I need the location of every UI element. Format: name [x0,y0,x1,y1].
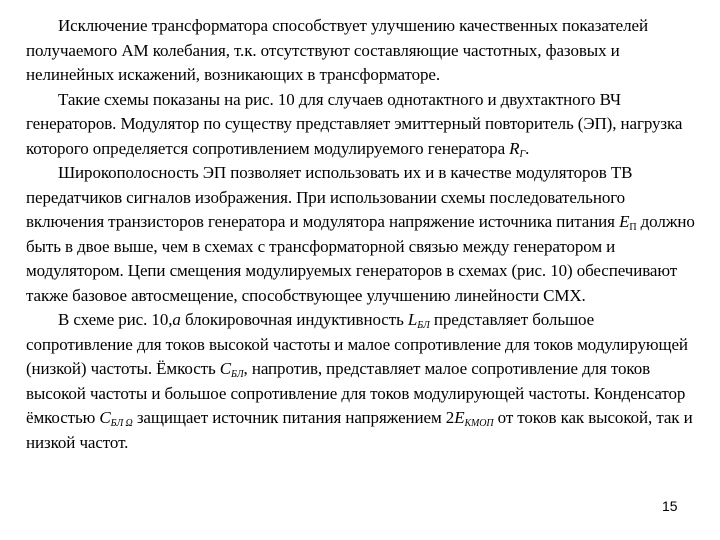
paragraph-4-text-5: защищает источник питания напряжением 2 [132,408,455,427]
symbol-c2: C [99,408,111,427]
symbol-e: E [619,212,630,231]
paragraph-1 [26,14,698,88]
symbol-e2: E [454,408,465,427]
subscript-kmop: КМОП [464,418,494,429]
page-number: 15 [662,498,678,514]
paragraph-1-text: Исключение трансформатора способствует улучшению качественных показателей получаемого АМ колебания, т.к. отсутствуют составляющие частотных, фазовых и нелинейных искажений, возникающих в трансформаторе. [26,16,648,84]
paragraph-2-text-a: Такие схемы показаны на рис. 10 для случаев однотактного и двухтактного ВЧ генераторов. Модулятор по существу представляет эмиттерный повторитель (ЭП), нагрузка которого определяется сопротивлением модулируемого генератора [26,89,683,158]
paragraph-2 [26,88,698,162]
paragraph-4-text-4: , напротив, представляет малое сопротивление для токов высокой частоты и большое сопротивление для токов модулирующей частоты. Конденсатор ёмкостью [26,359,686,427]
subscript-bl-omega: БЛ Ω [110,418,133,429]
paragraph-3-text-a: Широкополосность ЭП позволяет использовать их и в качестве модуляторов ТВ передатчиков сигналов изображения. При использовании схемы последовательного включения транзисторов генератора и модулятора напряжение источника питания [26,163,633,231]
symbol-e-p [619,212,629,231]
subscript-bl-2: БЛ [231,369,244,380]
paragraph-4-text-2: блокировочная индуктивность [180,310,408,329]
symbol-r: R [509,138,520,158]
figure-part-a: а [172,310,181,329]
symbol-e-kmop [454,408,493,427]
subscript-bl: БЛ [417,320,430,331]
body-text [26,14,698,455]
paragraph-4 [26,308,698,455]
symbol-l-bl [408,310,430,329]
symbol-c-bl [220,359,244,378]
symbol-r-g [509,139,525,158]
paragraph-3 [26,161,698,308]
paragraph-2-text-b: . [525,138,530,158]
paragraph-3-text-b: должно быть в двое выше, чем в схемах с трансформаторной связью между генератором и модулятором. Цепи смещения модулируемых генераторов в схемах (рис. 10) обеспечивают также базовое автосмещение, способствующее улучшению линейности СМХ. [26,212,695,305]
paragraph-4-text-3: представляет большое сопротивление для токов высокой частоты и малое сопротивление для токов модулирующей (низкой) частоты. Ёмкость [26,310,688,378]
paragraph-4-text-6: от токов как высокой, так и низкой частот. [26,408,693,452]
subscript-g: Г [519,148,526,160]
symbol-c-bl-omega [99,408,132,427]
symbol-l: L [407,310,418,329]
symbol-c1: C [219,359,232,378]
subscript-p: П [629,222,637,233]
paragraph-4-text-1: В схеме рис. 10, [58,310,173,329]
